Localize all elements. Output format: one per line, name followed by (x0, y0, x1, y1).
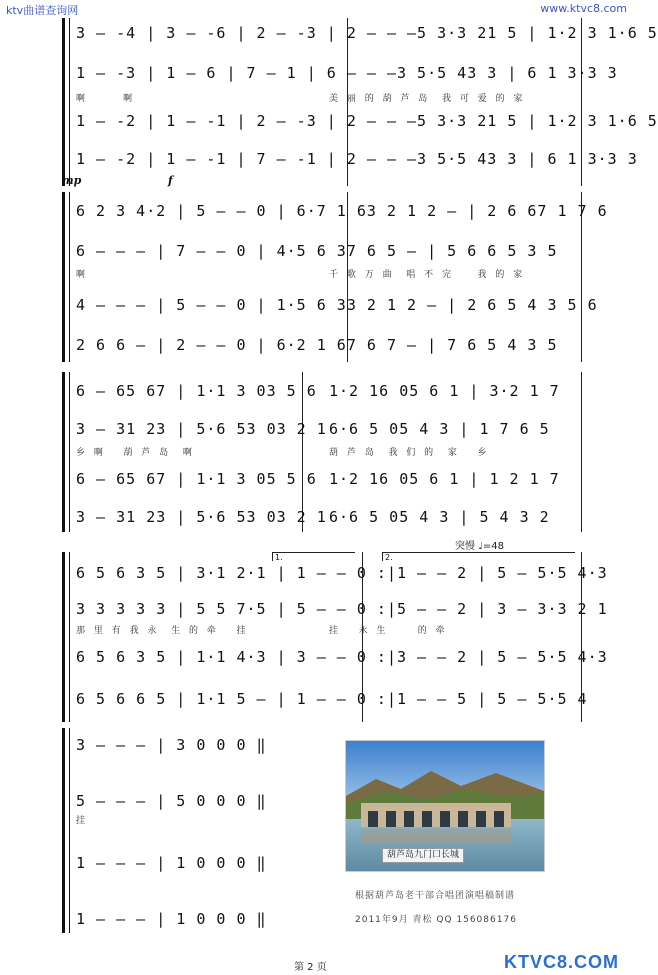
notes: 3 — — — | 3 0 0 0 ‖ (76, 736, 267, 754)
notes: 3 — -4 | 3 — -6 | 2 — -3 | 2 — — — (76, 24, 418, 42)
tenor-line (76, 294, 598, 316)
bass-line (76, 688, 588, 710)
notes: 1 — -2 | 1 — -1 | 7 — -1 | 2 — — — (76, 150, 418, 168)
notes: 6 — 65 67 | 1·1 3 05 5 6 (76, 470, 317, 488)
volta-1: 1. (272, 552, 355, 561)
lyric-text: 啊 啊 (76, 93, 136, 104)
notes: 6 — — — | 7 — — 0 | 4·5 6 3 (76, 242, 347, 260)
notes: 6 2 3 4·2 | 5 — — 0 | 6·7 1 6 (76, 202, 367, 220)
bass-line (76, 148, 638, 170)
soprano-line (76, 380, 582, 402)
alto-line (76, 790, 284, 812)
alto-line (76, 418, 582, 440)
alto-line (76, 598, 608, 620)
notes: 6·6 5 05 4 3 | 5 4 3 2 (329, 508, 550, 526)
notes: 1 — — 2 | 5 — 5·5 4·3 (396, 564, 608, 582)
score-system-2 (62, 192, 608, 362)
notes: 5 3·3 21 5 | 1·2 3 1·6 5 (417, 24, 658, 42)
notes: 4 — — — | 5 — — 0 | 1·5 6 3 (76, 296, 347, 314)
soprano-line (76, 562, 608, 584)
system-brace (62, 18, 75, 186)
tenor-line (76, 646, 608, 668)
score-system-4 (62, 552, 608, 722)
notes: 7 6 7 — | 7 6 5 4 3 5 (346, 336, 558, 354)
notes: 1·2 16 05 6 1 | 1 2 1 7 (329, 470, 560, 488)
notes: 6 5 6 3 5 | 1·1 4·3 | 3 — — 0 :| (76, 648, 397, 666)
watermark-right: www.ktvc8.com (540, 2, 627, 15)
page-number: 第 2 页 (294, 962, 327, 973)
system-brace (62, 372, 75, 532)
notes: 3 5·5 43 3 | 6 1 3·3 3 (417, 150, 638, 168)
bass-line (76, 334, 582, 356)
lyrics-line (76, 444, 582, 458)
tenor-line (76, 852, 284, 874)
notes: 7 6 5 — | 5 6 6 5 3 5 (346, 242, 558, 260)
bass-line (76, 908, 284, 930)
soprano-line (76, 22, 658, 44)
lyrics-line (76, 90, 582, 104)
lyric-text: 挂 永 生 的 牵 (329, 625, 448, 636)
notes: 3 — 31 23 | 5·6 53 03 2 1 (76, 420, 327, 438)
soprano-line (76, 734, 284, 756)
credit-line-2: 2011年9月 青松 QQ 156086176 (355, 915, 517, 925)
notes: 5 — — — | 5 0 0 0 ‖ (76, 792, 267, 810)
lyric-text: 美 丽 的 葫 芦 岛 我 可 爱 的 家 (329, 93, 526, 104)
dynamic-f: f (168, 174, 173, 187)
notes: 6 — 65 67 | 1·1 3 03 5 6 (76, 382, 317, 400)
notes: 5 — — 2 | 3 — 3·3 2 1 (396, 600, 608, 618)
notes: 3 2 1 2 — | 2 6 67 1 7 6 (366, 202, 608, 220)
bass-line (76, 506, 582, 528)
volta-2: 2. (382, 552, 575, 561)
watermark-left: ktv曲谱查询网 (6, 4, 79, 17)
notes: 3 — — 2 | 5 — 5·5 4·3 (396, 648, 608, 666)
tenor-line (76, 110, 658, 132)
notes: 3 2 1 2 — | 2 6 5 4 3 5 6 (346, 296, 598, 314)
notes: 3 — 31 23 | 5·6 53 03 2 1 (76, 508, 327, 526)
photo-caption: 葫芦岛九门口长城 (382, 848, 464, 863)
score-system-1 (62, 18, 658, 186)
lyric-text: 葫 芦 岛 我 们 的 家 乡 (329, 447, 490, 458)
notes: 1·2 16 05 6 1 | 3·2 1 7 (329, 382, 560, 400)
lyrics-line (76, 622, 582, 636)
tempo-value: ♩=48 (478, 541, 505, 552)
notes: 3 3 3 3 3 | 5 5 7·5 | 5 — — 0 :| (76, 600, 397, 618)
notes: 1 — -3 | 1 — 6 | 7 — 1 | 6 — — — (76, 64, 397, 82)
system-brace (62, 552, 75, 722)
notes: 5 3·3 21 5 | 1·2 3 1·6 5 (417, 112, 658, 130)
score-system-3 (62, 372, 582, 532)
notes: 3 5·5 43 3 | 6 1 3·3 3 (396, 64, 618, 82)
tempo-marking (455, 537, 504, 552)
notes: 2 6 6 — | 2 — — 0 | 6·2 1 6 (76, 336, 347, 354)
notes: 1 — — — | 1 0 0 0 ‖ (76, 854, 267, 872)
notes: 1 — — 5 | 5 — 5·5 4 (396, 690, 588, 708)
score-system-5 (62, 728, 284, 933)
lyrics-line (76, 812, 284, 826)
soprano-line (76, 200, 608, 222)
notes: 1 — — — | 1 0 0 0 ‖ (76, 910, 267, 928)
lyric-text: 啊 (76, 269, 89, 280)
system-brace (62, 192, 75, 362)
bottom-logo: KTVC8.COM (503, 952, 619, 972)
notes: 6 5 6 3 5 | 3·1 2·1 | 1 — — 0 :| (76, 564, 397, 582)
alto-line (76, 240, 582, 262)
dynamic-mp: mp (62, 174, 82, 187)
lyric-text: 千 歌 万 曲 唱 不 完 我 的 家 (329, 269, 526, 280)
tenor-line (76, 468, 582, 490)
system-brace (62, 728, 75, 933)
lyric-text: 那 里 有 我 永 生 的 牵 挂 (76, 625, 249, 636)
credit-line-1: 根据葫芦岛老干部合唱团演唱稿制谱 (355, 891, 516, 901)
lyrics-line (76, 266, 582, 280)
notes: 1 — -2 | 1 — -1 | 2 — -3 | 2 — — — (76, 112, 418, 130)
notes: 6 5 6 6 5 | 1·1 5 — | 1 — — 0 :| (76, 690, 397, 708)
lyric-text: 乡 啊 葫 芦 岛 啊 (76, 447, 195, 458)
lyric-text: 挂 (76, 815, 89, 826)
alto-line (76, 62, 618, 84)
tempo-text: 突慢 (455, 541, 475, 552)
notes: 6·6 5 05 4 3 | 1 7 6 5 (329, 420, 550, 438)
